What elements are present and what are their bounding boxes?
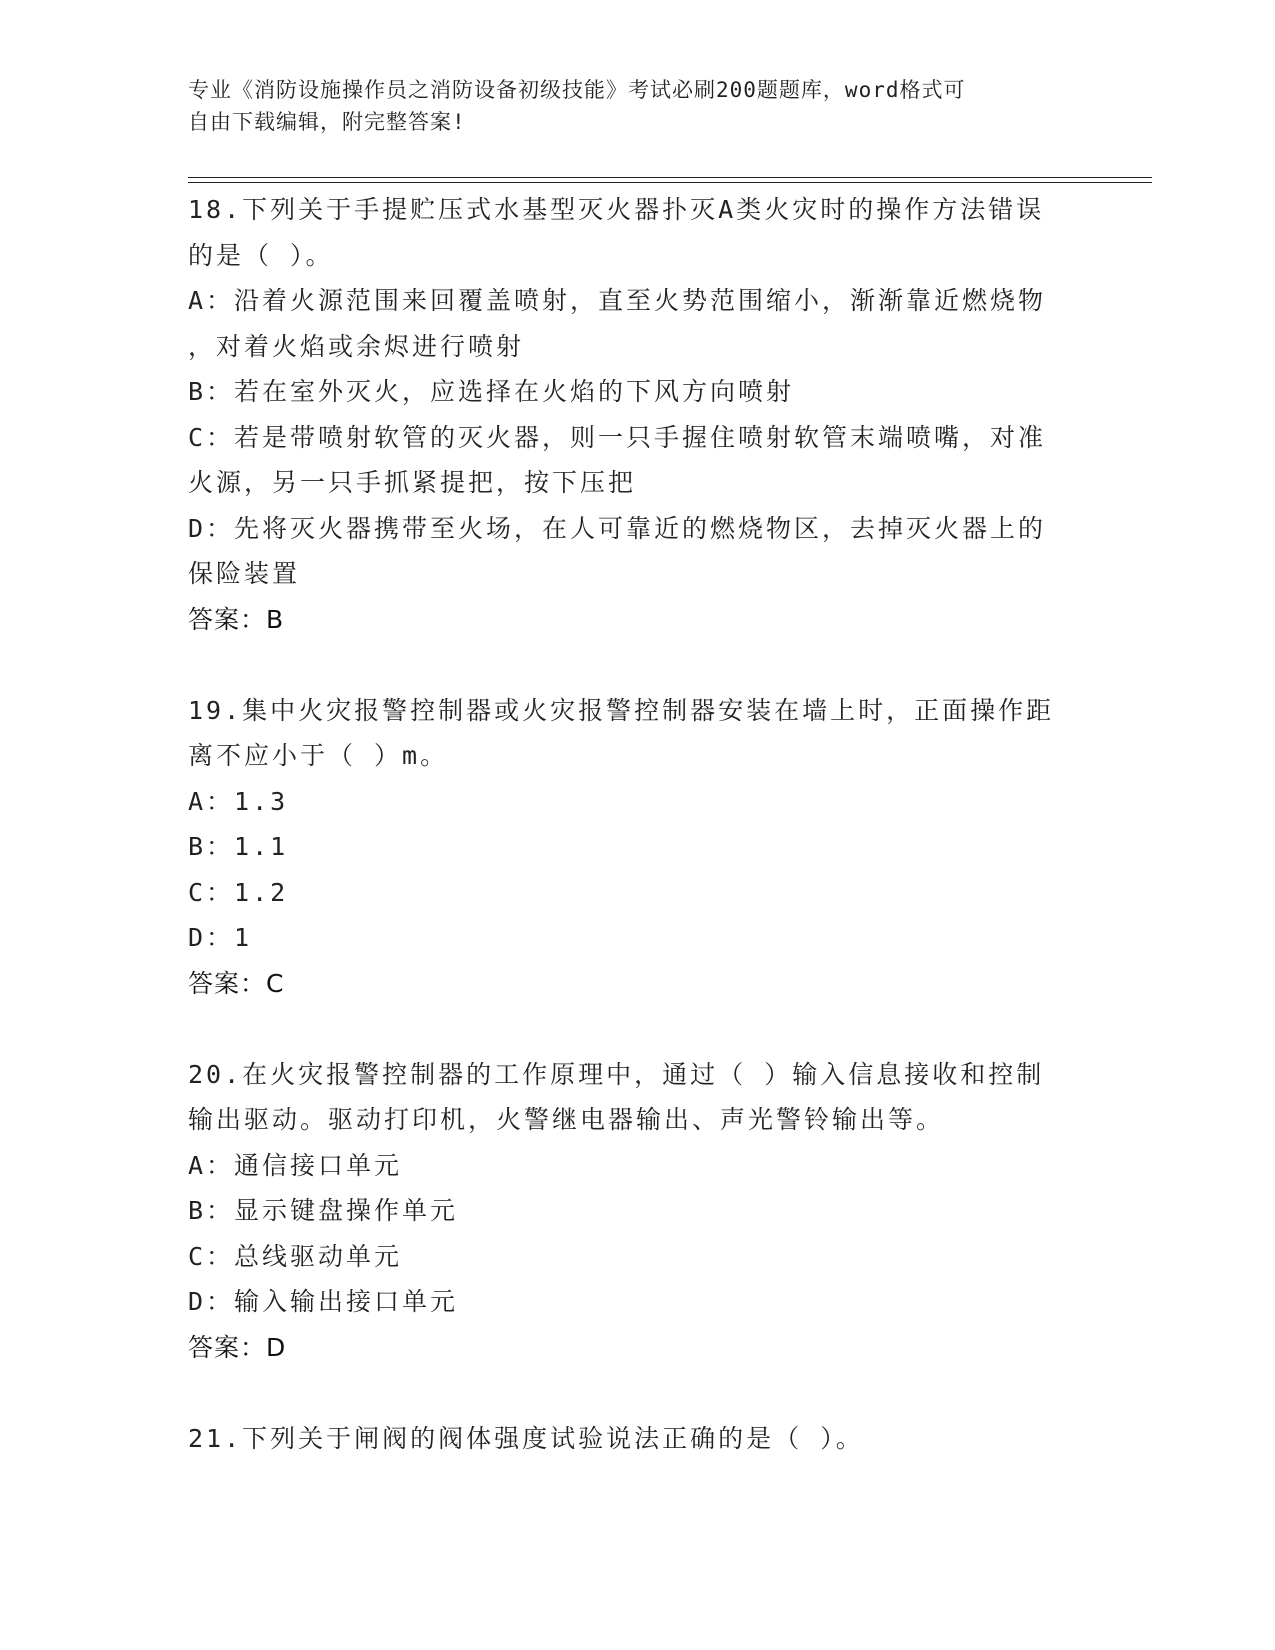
question-stem-cont: 的是（ ）。: [188, 240, 334, 270]
question-20: [188, 1052, 1088, 1371]
option-c-cont: 火源，另一只手抓紧提把，按下压把: [188, 468, 637, 497]
option-b: B：若在室外灭火，应选择在火焰的下风方向喷射: [188, 377, 795, 406]
question-stem: 21.下列关于闸阀的阀体强度试验说法正确的是（ ）。: [188, 1423, 864, 1453]
option-d-cont: 保险装置: [188, 559, 301, 588]
document-header: [188, 74, 1068, 138]
question-stem-cont: 输出驱动。驱动打印机，火警继电器输出、声光警铃输出等。: [188, 1105, 945, 1134]
spacer: [188, 1370, 1088, 1416]
option-d: D：输入输出接口单元: [188, 1287, 459, 1316]
header-divider-top: [188, 177, 1152, 178]
question-18: [188, 187, 1088, 642]
option-b: B：显示键盘操作单元: [188, 1196, 459, 1225]
header-line-1: 专业《消防设施操作员之消防设备初级技能》考试必刷200题题库，word格式可: [188, 78, 966, 102]
option-d: D：1: [188, 923, 253, 952]
question-stem: 18.下列关于手提贮压式水基型灭火器扑灭A类火灾时的操作方法错误: [188, 195, 1045, 224]
answer: 答案：B: [188, 604, 285, 634]
spacer: [188, 642, 1088, 688]
option-a-cont: ，对着火焰或余烬进行喷射: [188, 331, 525, 361]
spacer: [188, 1006, 1088, 1052]
question-21: [188, 1416, 1088, 1462]
option-d: D：先将灭火器携带至火场，在人可靠近的燃烧物区，去掉灭火器上的: [188, 513, 1047, 543]
question-stem-cont: 离不应小于（ ）m。: [188, 741, 449, 770]
answer: 答案：D: [188, 1332, 287, 1362]
option-c: C：若是带喷射软管的灭火器，则一只手握住喷射软管末端喷嘴，对准: [188, 422, 1047, 452]
option-a: A：通信接口单元: [188, 1150, 403, 1180]
question-stem: 20.在火灾报警控制器的工作原理中，通过（ ）输入信息接收和控制: [188, 1059, 1045, 1089]
question-list: [188, 187, 1088, 1461]
header-line-2: 自由下载编辑，附完整答案!: [188, 110, 466, 134]
header-divider-bottom: [188, 182, 1152, 183]
option-c: C：总线驱动单元: [188, 1241, 403, 1271]
option-a: A：1.3: [188, 786, 289, 816]
question-19: [188, 688, 1088, 1007]
option-c: C：1.2: [188, 877, 289, 907]
question-stem: 19.集中火灾报警控制器或火灾报警控制器安装在墙上时，正面操作距: [188, 695, 1055, 725]
option-a: A：沿着火源范围来回覆盖喷射，直至火势范围缩小，渐渐靠近燃烧物: [188, 286, 1047, 315]
answer: 答案：C: [188, 968, 285, 998]
option-b: B：1.1: [188, 832, 289, 861]
